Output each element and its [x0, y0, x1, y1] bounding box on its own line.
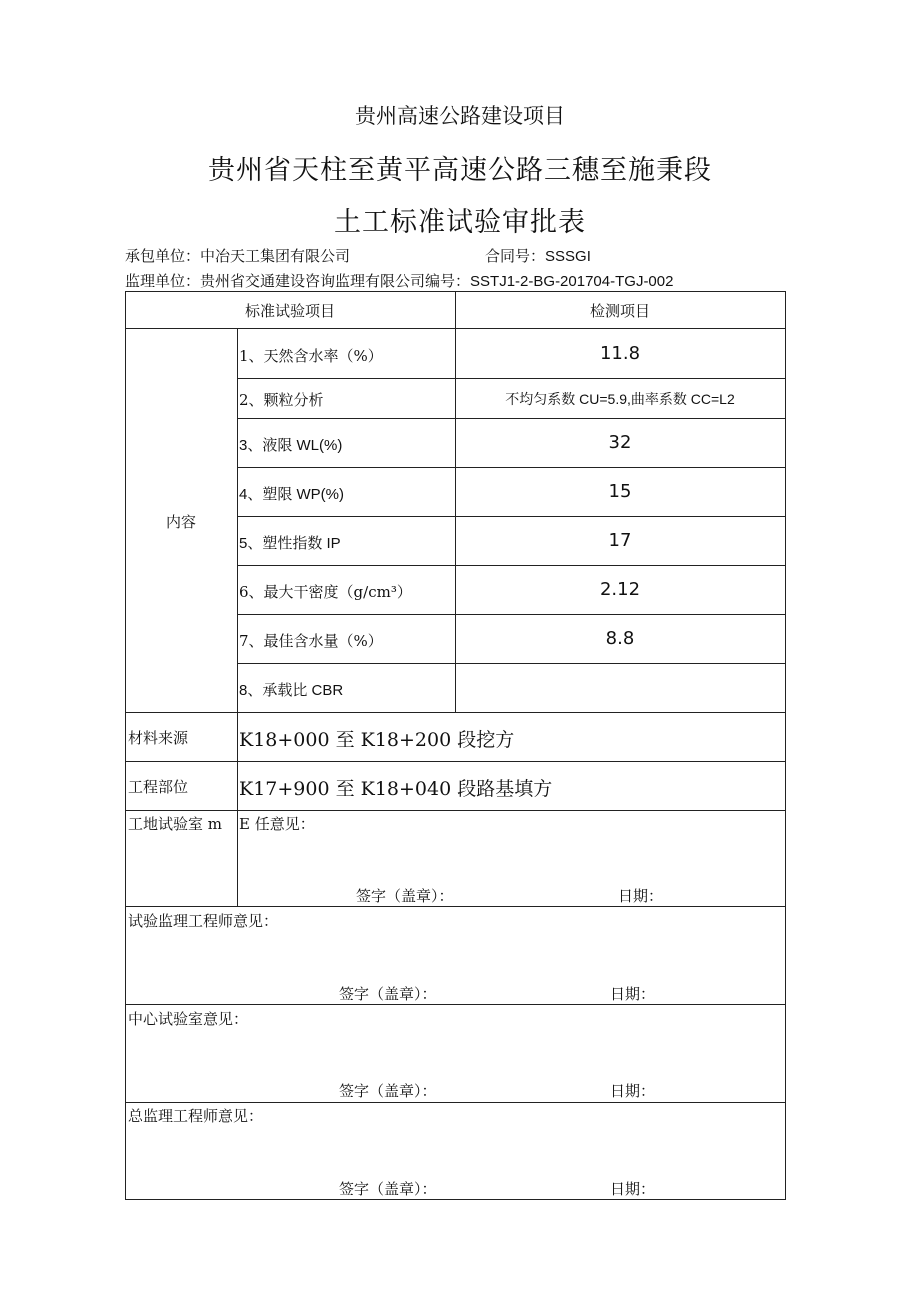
- test-engineer-sign-label: 签字（盖章）：: [339, 985, 437, 1003]
- row-value: 2.12: [599, 579, 641, 600]
- supervisor-line: [125, 270, 673, 291]
- row-value: 11.8: [599, 343, 641, 364]
- standard-test-header: 标准试验项目: [244, 302, 335, 320]
- row-item: 4、塑限 WP(%): [239, 486, 345, 503]
- contractor-line: [125, 245, 350, 266]
- form-title: 土工标准试验审批表: [334, 207, 586, 238]
- supervisor-value: 贵州省交通建设咨询监理有限公司: [200, 272, 426, 290]
- row-value: 不均匀系数 CU=5.9,曲率系数 CC=L2: [505, 391, 735, 407]
- row-item: 3、液限 WL(%): [239, 437, 343, 454]
- project-part-label: 工程部位: [128, 778, 189, 796]
- project-part-value: K17+900 至 K18+040 段路基填方: [239, 778, 553, 800]
- row-item: 5、塑性指数 IP: [239, 535, 341, 552]
- row-value: 17: [608, 530, 632, 551]
- contract-no-label: 合同号：: [485, 247, 546, 265]
- chief-engineer-opinion-label: 总监理工程师意见：: [128, 1107, 264, 1125]
- project-title: 贵州高速公路建设项目: [355, 104, 565, 128]
- content-label: 内容: [165, 513, 196, 531]
- contract-no-value: SSSGI: [545, 248, 591, 265]
- contractor-label: 承包单位：: [125, 247, 201, 265]
- row-value: 32: [608, 432, 632, 453]
- row-item: 7、最佳含水量（%）: [239, 632, 383, 650]
- row-item: 8、承载比 CBR: [239, 682, 344, 699]
- row-value: 8.8: [605, 628, 635, 649]
- central-lab-opinion-label: 中心试验室意见：: [128, 1010, 249, 1028]
- test-engineer-opinion-label: 试验监理工程师意见：: [128, 912, 279, 930]
- central-lab-sign-label: 签字（盖章）：: [339, 1082, 437, 1100]
- test-engineer-date-label: 日期：: [610, 985, 656, 1003]
- chief-engineer-sign-label: 签字（盖章）：: [339, 1180, 437, 1198]
- site-lab-head-label: E 任意见：: [239, 815, 315, 833]
- site-lab-sign-label: 签字（盖章）：: [356, 887, 454, 905]
- site-lab-label: 工地试验室 m: [128, 815, 222, 833]
- row-item: 1、天然含水率（%）: [239, 347, 383, 365]
- material-source-value: K18+000 至 K18+200 段挖方: [239, 729, 515, 751]
- row-item: 2、颗粒分析: [239, 391, 324, 409]
- site-lab-date-label: 日期：: [618, 887, 664, 905]
- contract-no-line: [485, 245, 591, 266]
- contractor-value: 中冶天工集团有限公司: [200, 247, 351, 265]
- material-source-label: 材料来源: [128, 729, 189, 747]
- code-value: SSTJ1-2-BG-201704-TGJ-002: [470, 273, 674, 290]
- section-title: 贵州省天柱至黄平高速公路三穗至施秉段: [208, 155, 712, 186]
- code-label: 编号：: [425, 272, 471, 290]
- row-item: 6、最大干密度（g∕cm³）: [239, 583, 412, 601]
- test-item-header: 检测项目: [589, 302, 650, 320]
- supervisor-label: 监理单位：: [125, 272, 201, 290]
- row-value: 15: [608, 481, 632, 502]
- central-lab-date-label: 日期：: [610, 1082, 656, 1100]
- chief-engineer-date-label: 日期：: [610, 1180, 656, 1198]
